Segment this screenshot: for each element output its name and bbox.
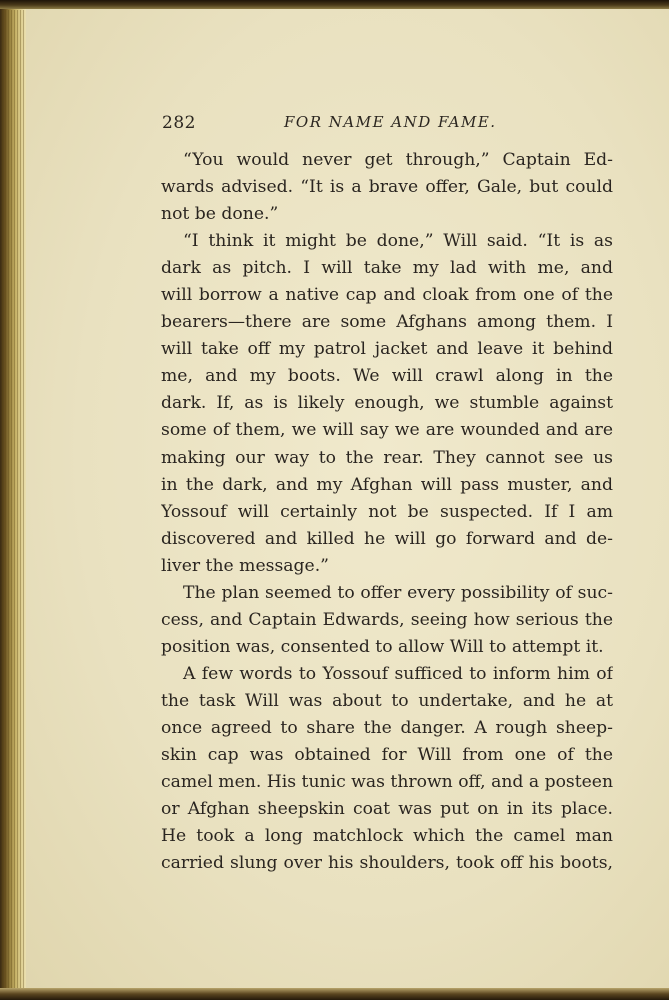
book-page (26, 9, 669, 988)
book-page-edges (0, 0, 26, 1000)
text-line: wards advised. “It is a brave offer, Gale, but could (161, 177, 613, 198)
text-line: will take off my patrol jacket and leave it behind (161, 339, 613, 360)
bottom-binding-edge (0, 988, 669, 1000)
page-header (26, 113, 669, 137)
text-line: “I think it might be done,” Will said. “It is as (183, 231, 613, 252)
page-edge-lines (2, 10, 24, 990)
text-line: He took a long matchlock which the camel man (161, 826, 613, 847)
text-line: The plan seemed to offer every possibility of suc- (183, 582, 613, 603)
text-line: making our way to the rear. They cannot see us (161, 447, 613, 468)
text-line: position was, consented to allow Will to attempt it. (161, 636, 604, 657)
text-line: dark. If, as is likely enough, we stumble against (161, 393, 613, 414)
text-line: some of them, we will say we are wounded and are (161, 420, 613, 441)
text-line: or Afghan sheepskin coat was put on in its place. (161, 799, 613, 820)
page-number: 282 (162, 113, 196, 133)
running-title: FOR NAME AND FAME. (284, 113, 497, 131)
text-line: skin cap was obtained for Will from one of the (161, 745, 613, 766)
text-line: the task Will was about to undertake, and he at (161, 690, 613, 711)
text-line: cess, and Captain Edwards, seeing how serious the (161, 609, 613, 630)
text-line: liver the message.” (161, 555, 329, 576)
text-line: Yossouf will certainly not be suspected. If I am (161, 501, 613, 522)
text-line: once agreed to share the danger. A rough sheep- (161, 717, 613, 738)
top-binding-edge (0, 0, 669, 9)
body-text (161, 147, 613, 877)
text-line: me, and my boots. We will crawl along in the (161, 366, 613, 387)
text-line: not be done.” (161, 204, 279, 225)
text-line: in the dark, and my Afghan will pass muster, and (161, 474, 613, 495)
text-line: camel men. His tunic was thrown off, and a posteen (161, 772, 613, 793)
text-line: discovered and killed he will go forward and de- (161, 528, 613, 549)
text-line: will borrow a native cap and cloak from one of the (161, 285, 613, 306)
text-line: dark as pitch. I will take my lad with me, and (161, 258, 613, 279)
text-line: “You would never get through,” Captain Ed- (183, 150, 613, 170)
text-line: carried slung over his shoulders, took off his boots, (161, 853, 613, 874)
text-line: A few words to Yossouf sufficed to inform him of (183, 663, 613, 684)
text-line: bearers—there are some Afghans among them. I (161, 312, 613, 333)
